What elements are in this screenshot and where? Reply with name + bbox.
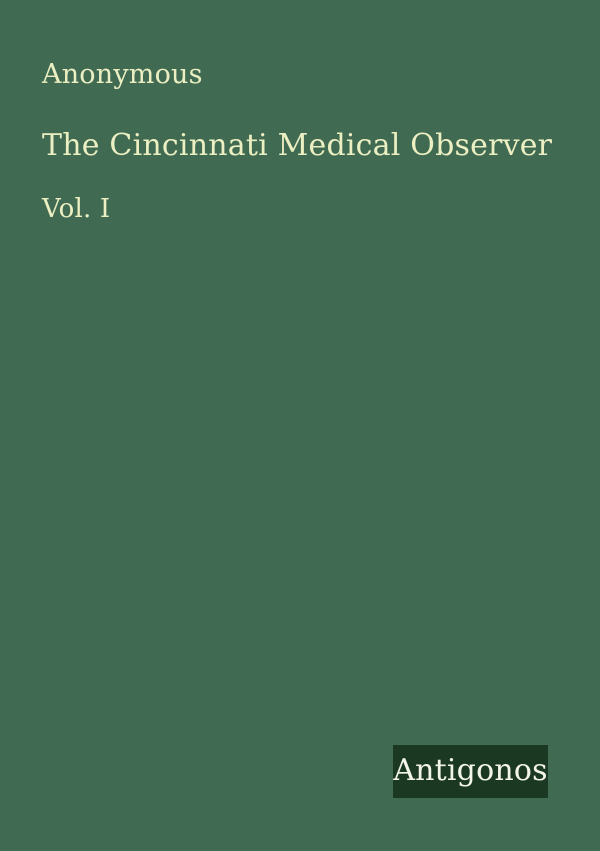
author-name: Anonymous xyxy=(42,59,203,90)
publisher-name: Antigonos xyxy=(393,752,548,788)
publisher-box xyxy=(393,745,548,798)
volume-subtitle: Vol. I xyxy=(42,194,111,224)
book-title: The Cincinnati Medical Observer xyxy=(42,128,553,163)
